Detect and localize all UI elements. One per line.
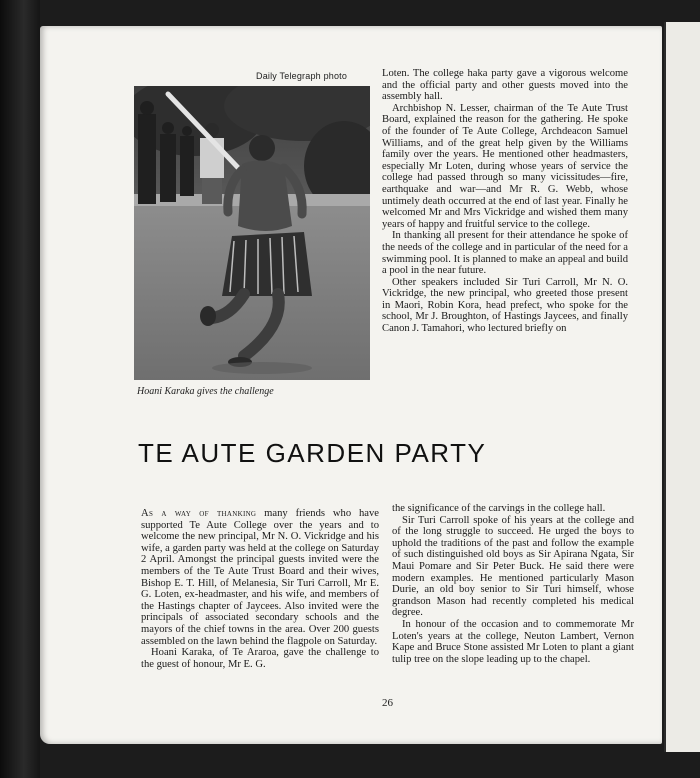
lead-in: As a way of thanking (141, 508, 257, 519)
adjacent-page-edge (664, 22, 700, 752)
paragraph: In honour of the occasion and to commemorate Mr Loten's years at the college, Neuton Lambert, Vernon Kape and Bruce Stone assisted Mr Loten to plant a giant tulip tree on the slope leading up to the chapel. (392, 618, 634, 665)
paragraph: Hoani Karaka, of Te Araroa, gave the challenge to the guest of honour, Mr E. G. (141, 647, 379, 670)
paragraph-text: many friends who have supported Te Aute College over the years and to welcome the new principal, Mr N. O. Vickridge and his wife, a garden party was held at the college on Saturday 2 April. Amongst the principal guests invited were the members of the Te Aute Trust Board and their wives, Bishop E. T. Hill, of Melanesia, Sir Turi Carroll, Mr E. G. Loten, ex-headmaster, and his wife, and members of the Hastings chapter of Jaycees. Also invited were the principals of associated secondary schools and the mayors of the chief towns in the area. Over 200 guests assembled on the lawn behind the flagpole on Saturday. (141, 508, 379, 647)
article-column-top-right (382, 68, 628, 335)
paragraph: Archbishop N. Lesser, chairman of the Te Aute Trust Board, explained the reason for the gathering. He spoke of the founder of Te Aute College, Archdeacon Samuel Williams, and of the great help given by the Williams family over the years. He mentioned other headmasters, especially Mr Loten, during whose years of service the college had passed through so many vicissitudes—fire, earthquake and war—and Mr R. G. Webb, whose untimely death occurred at the end of last year. Finally he welcomed Mr and Mrs Vickridge and wished them many years of happy and fruitful service to the college. (382, 102, 628, 230)
paragraph (141, 508, 379, 647)
article-column-bottom-right (392, 503, 634, 665)
haka-photo (134, 86, 370, 380)
article-column-bottom-left (141, 508, 379, 670)
paragraph: In thanking all present for their attendance he spoke of the needs of the college and in particular of the need for a swimming pool. It is planned to make an appeal and build a pool in the near future. (382, 230, 628, 277)
paragraph: Loten. The college haka party gave a vigorous welcome and the official party and other guests moved into the assembly hall. (382, 68, 628, 103)
photo-caption: Hoani Karaka gives the challenge (137, 386, 274, 397)
photo-credit: Daily Telegraph photo (256, 71, 348, 81)
paragraph: Sir Turi Carroll spoke of his years at the college and of the long struggle to succeed. He urged the boys to uphold the traditions of the past and follow the example of such distinguished old boys as Sir Apirana Ngata, Sir Maui Pomare and Sir Peter Buck. He said there were modern examples. He mentioned particularly Mason Durie, an old boy senior to Sir Turi himself, whose grandson Mason had recently completed his medical degree. (392, 514, 634, 619)
paragraph: Other speakers included Sir Turi Carroll, Mr N. O. Vickridge, the new principal, who greeted those present in Maori, Robin Kora, head prefect, who spoke for the school, Mr J. Broughton, of Hastings Jaycees, and finally Canon J. Tamahori, who lectured briefly on (382, 276, 628, 335)
paragraph: the significance of the carvings in the college hall. (392, 503, 606, 514)
page-number: 26 (382, 697, 393, 709)
article-title: TE AUTE GARDEN PARTY (138, 438, 487, 468)
scan-border (0, 0, 40, 778)
